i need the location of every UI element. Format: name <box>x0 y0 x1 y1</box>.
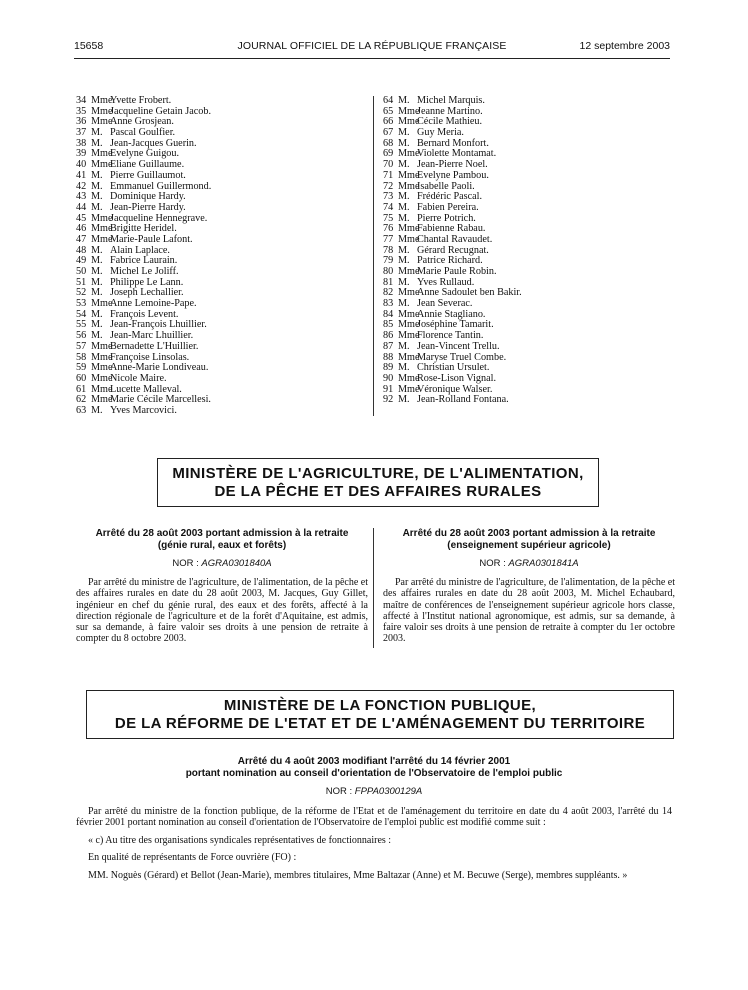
item-number: 47 <box>76 233 87 245</box>
journal-title: JOURNAL OFFICIEL DE LA RÉPUBLIQUE FRANÇAISE <box>237 40 507 52</box>
item-number: 50 <box>76 266 87 277</box>
item-name: Pascal Goulfier. <box>110 127 176 139</box>
arrete-full-title-line-1: Arrêté du 4 août 2003 modifiant l'arrêté du 14 février 2001 <box>237 756 511 767</box>
item-number: 41 <box>76 169 87 181</box>
item-title: Mme <box>398 308 420 320</box>
item-number: 64 <box>383 95 394 106</box>
item-number: 88 <box>383 351 394 363</box>
arrete-right-title <box>383 528 675 552</box>
arrete-left-nor <box>76 558 368 569</box>
item-title: Mme <box>91 351 113 363</box>
item-title: M. <box>91 276 103 288</box>
item-number: 35 <box>76 105 87 117</box>
item-title: M. <box>91 266 103 277</box>
item-number: 37 <box>76 127 87 139</box>
item-title: M. <box>91 255 103 267</box>
item-number: 85 <box>383 319 394 331</box>
item-name: Anne-Marie Londiveau. <box>110 362 209 374</box>
item-title: M. <box>398 362 410 374</box>
item-number: 38 <box>76 137 87 149</box>
item-name: Emmanuel Guillermond. <box>110 180 212 192</box>
arrete-left-title <box>76 528 368 552</box>
item-number: 45 <box>76 212 87 224</box>
item-number: 92 <box>383 394 394 406</box>
item-number: 80 <box>383 266 394 277</box>
item-title: M. <box>398 95 410 106</box>
item-name: Chantal Ravaudet. <box>417 233 493 245</box>
item-title: M. <box>91 404 103 416</box>
names-list-right <box>383 96 522 406</box>
item-name: Patrice Richard. <box>417 255 483 267</box>
item-number: 69 <box>383 148 394 160</box>
item-title: M. <box>91 127 103 139</box>
arrete-full-nor <box>76 786 672 797</box>
item-number: 71 <box>383 169 394 181</box>
item-number: 55 <box>76 319 87 331</box>
item-name: Véronique Walser. <box>417 383 493 395</box>
item-title: M. <box>91 330 103 342</box>
item-number: 49 <box>76 255 87 267</box>
item-title: Mme <box>91 212 113 224</box>
item-number: 84 <box>383 308 394 320</box>
item-number: 54 <box>76 308 87 320</box>
arrete-left <box>76 528 368 645</box>
item-number: 77 <box>383 233 394 245</box>
item-name: Marie Paule Robin. <box>417 266 497 277</box>
item-name: Bernadette L'Huillier. <box>110 340 199 352</box>
arrete-full-body <box>76 806 672 887</box>
item-name: Jacqueline Getain Jacob. <box>110 105 211 117</box>
arrete-right-title-line-1: Arrêté du 28 août 2003 portant admission à la retraite <box>402 528 656 539</box>
item-number: 90 <box>383 372 394 384</box>
item-title: Mme <box>398 266 420 277</box>
item-name: Françoise Linsolas. <box>110 351 190 363</box>
item-title: Mme <box>398 383 420 395</box>
names-list-left <box>76 96 211 417</box>
item-title: Mme <box>398 148 420 160</box>
item-number: 82 <box>383 287 394 299</box>
item-name: Jean-Pierre Hardy. <box>110 201 186 213</box>
arrete-right-body: Par arrêté du ministre de l'agriculture, de l'alimentation, de la pêche et des affaires rurales en date du 28 août 2003, M. Michel Echaubard, maître de conférences de l'enseignement supérieur agricole hors classe, affecté à l'Institut national agronomique, est admis, sur sa demande, à faire valoir ses droits à une pension de retraite à compter du 1er octobre 2003. <box>383 577 675 645</box>
item-title: Mme <box>91 362 113 374</box>
item-number: 76 <box>383 223 394 235</box>
item-number: 78 <box>383 244 394 256</box>
item-name: Evelyne Pambou. <box>417 169 489 181</box>
item-name: Jean Severac. <box>417 298 473 310</box>
item-name: Michel Le Joliff. <box>110 266 179 277</box>
page-header <box>74 40 670 56</box>
item-number: 79 <box>383 255 394 267</box>
item-number: 43 <box>76 191 87 203</box>
item-name: Jean-Vincent Trellu. <box>417 340 500 352</box>
arrete-column-divider <box>373 528 374 648</box>
item-name: Maryse Truel Combe. <box>417 351 507 363</box>
nor-label: NOR : <box>325 786 353 797</box>
item-name: Yves Rullaud. <box>417 276 475 288</box>
arrete-full-para-3: En qualité de représentants de Force ouvrière (FO) : <box>88 852 297 864</box>
nor-label: NOR : <box>479 558 506 569</box>
item-title: M. <box>91 287 103 299</box>
item-number: 61 <box>76 383 87 395</box>
publication-date: 12 septembre 2003 <box>579 40 670 52</box>
item-name: Florence Tantin. <box>417 330 484 342</box>
item-name: Rose-Lison Vignal. <box>417 372 496 384</box>
item-number: 52 <box>76 287 87 299</box>
item-name: Jean-Rolland Fontana. <box>417 394 509 406</box>
item-number: 40 <box>76 159 87 171</box>
item-title: M. <box>91 169 103 181</box>
item-name: Anne Grosjean. <box>110 116 174 128</box>
item-title: M. <box>398 255 410 267</box>
item-name: Bernard Monfort. <box>417 137 489 149</box>
item-title: Mme <box>91 298 113 310</box>
name-list-item <box>76 406 211 417</box>
item-title: Mme <box>398 169 420 181</box>
item-name: Alain Laplace. <box>110 244 170 256</box>
item-title: M. <box>398 159 410 171</box>
item-number: 51 <box>76 276 87 288</box>
item-number: 83 <box>383 298 394 310</box>
item-number: 60 <box>76 372 87 384</box>
item-title: Mme <box>91 95 113 106</box>
item-name: Marie-Paule Lafont. <box>110 233 193 245</box>
item-number: 66 <box>383 116 394 128</box>
item-title: Mme <box>91 233 113 245</box>
item-name: Philippe Le Lann. <box>110 276 184 288</box>
item-title: Mme <box>398 351 420 363</box>
item-title: M. <box>398 340 410 352</box>
item-name: Guy Meria. <box>417 127 464 139</box>
arrete-left-body: Par arrêté du ministre de l'agriculture, de l'alimentation, de la pêche et des affaires rurales en date du 28 août 2003, M. Jacques, Guy Gillet, ingénieur en chef du génie rural, des eaux et des forêts, affecté à la direction régionale de l'agriculture et de la forêt d'Aquitaine, est admis, sur sa demande, à faire valoir ses droits à une pension de retraite à compter du 8 octobre 2003. <box>76 577 368 645</box>
arrete-full-title-line-2: portant nomination au conseil d'orientation de l'Observatoire de l'emploi public <box>185 768 563 779</box>
item-name: Anne Sadoulet ben Bakir. <box>417 287 522 299</box>
item-title: Mme <box>91 105 113 117</box>
item-number: 44 <box>76 201 87 213</box>
item-title: M. <box>91 191 103 203</box>
item-number: 75 <box>383 212 394 224</box>
item-title: M. <box>91 308 103 320</box>
item-name: Jean-Jacques Guerin. <box>110 137 197 149</box>
item-number: 86 <box>383 330 394 342</box>
item-number: 59 <box>76 362 87 374</box>
item-title: Mme <box>398 180 420 192</box>
item-title: M. <box>398 201 410 213</box>
item-name: Jacqueline Hennegrave. <box>110 212 208 224</box>
item-name: Pierre Guillaumot. <box>110 169 186 181</box>
item-title: M. <box>398 127 410 139</box>
item-title: M. <box>398 298 410 310</box>
item-name: Eliane Guillaume. <box>110 159 185 171</box>
item-title: M. <box>398 276 410 288</box>
arrete-right-title-line-2: (enseignement supérieur agricole) <box>447 540 611 551</box>
item-name: Lucette Malleval. <box>110 383 182 395</box>
item-title: Mme <box>91 116 113 128</box>
item-title: Mme <box>398 105 420 117</box>
ministry-line-2: DE LA RÉFORME DE L'ETAT ET DE L'AMÉNAGEMENT DU TERRITOIRE <box>114 715 646 732</box>
item-title: M. <box>398 212 410 224</box>
item-number: 81 <box>383 276 394 288</box>
item-name: Annie Stagliano. <box>417 308 486 320</box>
item-number: 65 <box>383 105 394 117</box>
item-number: 74 <box>383 201 394 213</box>
item-number: 39 <box>76 148 87 160</box>
ministry-fonction-publique-heading <box>86 690 674 739</box>
arrete-full-para-2: « c) Au titre des organisations syndicales représentatives de fonctionnaires : <box>88 834 392 846</box>
item-name: Brigitte Heridel. <box>110 223 177 235</box>
arrete-full-para-1: Par arrêté du ministre de la fonction publique, de la réforme de l'Etat et de l'aménagement du territoire en date du 4 août 2003, l'arrêté du 14 février 2001 portant nomination au conseil d'orientation de l'Observatoire de l'emploi public est modifié comme suit : <box>76 806 672 829</box>
item-number: 87 <box>383 340 394 352</box>
item-number: 42 <box>76 180 87 192</box>
item-name: Fabienne Rabau. <box>417 223 486 235</box>
item-name: Evelyne Guigou. <box>110 148 180 160</box>
item-number: 91 <box>383 383 394 395</box>
ministry-line-1: MINISTÈRE DE LA FONCTION PUBLIQUE, <box>223 697 537 714</box>
item-number: 67 <box>383 127 394 139</box>
item-number: 56 <box>76 330 87 342</box>
item-title: Mme <box>398 330 420 342</box>
item-name: Isabelle Paoli. <box>417 180 475 192</box>
item-number: 72 <box>383 180 394 192</box>
item-title: Mme <box>398 287 420 299</box>
ministry-agriculture-heading <box>157 458 599 507</box>
item-title: M. <box>398 137 410 149</box>
item-number: 63 <box>76 404 87 416</box>
item-name: Anne Lemoine-Pape. <box>110 298 197 310</box>
item-title: M. <box>398 394 410 406</box>
name-list-item <box>383 395 522 406</box>
item-title: Mme <box>91 340 113 352</box>
item-title: M. <box>91 201 103 213</box>
item-title: Mme <box>91 223 113 235</box>
item-name: Yvette Frobert. <box>110 95 172 106</box>
item-title: Mme <box>398 319 420 331</box>
item-number: 70 <box>383 159 394 171</box>
item-name: Fabrice Laurain. <box>110 255 178 267</box>
item-name: Pierre Potrich. <box>417 212 476 224</box>
item-title: Mme <box>398 223 420 235</box>
nor-code: FPPA0300129A <box>354 786 423 797</box>
item-name: Jean-Marc Lhuillier. <box>110 330 194 342</box>
item-number: 48 <box>76 244 87 256</box>
item-name: Cécile Mathieu. <box>417 116 483 128</box>
item-title: Mme <box>91 159 113 171</box>
item-name: Joseph Lechallier. <box>110 287 184 299</box>
item-name: Yves Marcovici. <box>110 404 177 416</box>
item-name: Fabien Pereira. <box>417 201 479 213</box>
ministry-line-2: DE LA PÊCHE ET DES AFFAIRES RURALES <box>214 483 542 500</box>
item-name: Gérard Recugnat. <box>417 244 489 256</box>
arrete-full-title <box>76 756 672 780</box>
nor-code: AGRA0301840A <box>201 558 272 569</box>
item-number: 73 <box>383 191 394 203</box>
item-title: Mme <box>398 372 420 384</box>
arrete-right-nor <box>383 558 675 569</box>
item-name: Jean-Pierre Noel. <box>417 159 488 171</box>
item-name: Violette Montamat. <box>417 148 497 160</box>
item-title: M. <box>91 180 103 192</box>
item-title: Mme <box>91 372 113 384</box>
item-name: Jeanne Martino. <box>417 105 483 117</box>
item-number: 68 <box>383 137 394 149</box>
item-title: M. <box>398 191 410 203</box>
item-number: 89 <box>383 362 394 374</box>
item-name: Christian Ursulet. <box>417 362 490 374</box>
item-number: 46 <box>76 223 87 235</box>
item-number: 57 <box>76 340 87 352</box>
item-title: M. <box>398 244 410 256</box>
item-title: Mme <box>91 383 113 395</box>
item-title: M. <box>91 244 103 256</box>
arrete-full <box>76 756 672 805</box>
item-name: Jean-François Lhuillier. <box>110 319 207 331</box>
item-name: François Levent. <box>110 308 179 320</box>
item-title: M. <box>91 319 103 331</box>
item-number: 53 <box>76 298 87 310</box>
item-title: Mme <box>91 148 113 160</box>
item-number: 62 <box>76 394 87 406</box>
item-title: Mme <box>91 394 113 406</box>
item-name: Marie Cécile Marcellesi. <box>110 394 211 406</box>
item-title: Mme <box>398 233 420 245</box>
ministry-line-1: MINISTÈRE DE L'AGRICULTURE, DE L'ALIMENTATION, <box>172 465 584 482</box>
item-number: 58 <box>76 351 87 363</box>
arrete-full-para-4: MM. Noguès (Gérard) et Bellot (Jean-Marie), membres titulaires, Mme Baltazar (Anne) et M. Becuwe (Serge), membres suppléants. » <box>88 869 628 881</box>
item-number: 36 <box>76 116 87 128</box>
item-name: Nicole Maire. <box>110 372 167 384</box>
arrete-left-title-line-1: Arrêté du 28 août 2003 portant admission à la retraite <box>95 528 349 539</box>
item-name: Frédéric Pascal. <box>417 191 483 203</box>
item-title: Mme <box>398 116 420 128</box>
item-number: 34 <box>76 95 87 106</box>
nor-label: NOR : <box>172 558 199 569</box>
arrete-right <box>383 528 675 645</box>
arrete-left-title-line-2: (génie rural, eaux et forêts) <box>157 540 287 551</box>
column-divider <box>373 96 374 416</box>
header-rule <box>74 58 670 59</box>
item-name: Joséphine Tamarit. <box>417 319 494 331</box>
nor-code: AGRA0301841A <box>508 558 579 569</box>
item-name: Michel Marquis. <box>417 95 485 106</box>
item-name: Dominique Hardy. <box>110 191 186 203</box>
item-title: M. <box>91 137 103 149</box>
page-number: 15658 <box>74 40 104 52</box>
